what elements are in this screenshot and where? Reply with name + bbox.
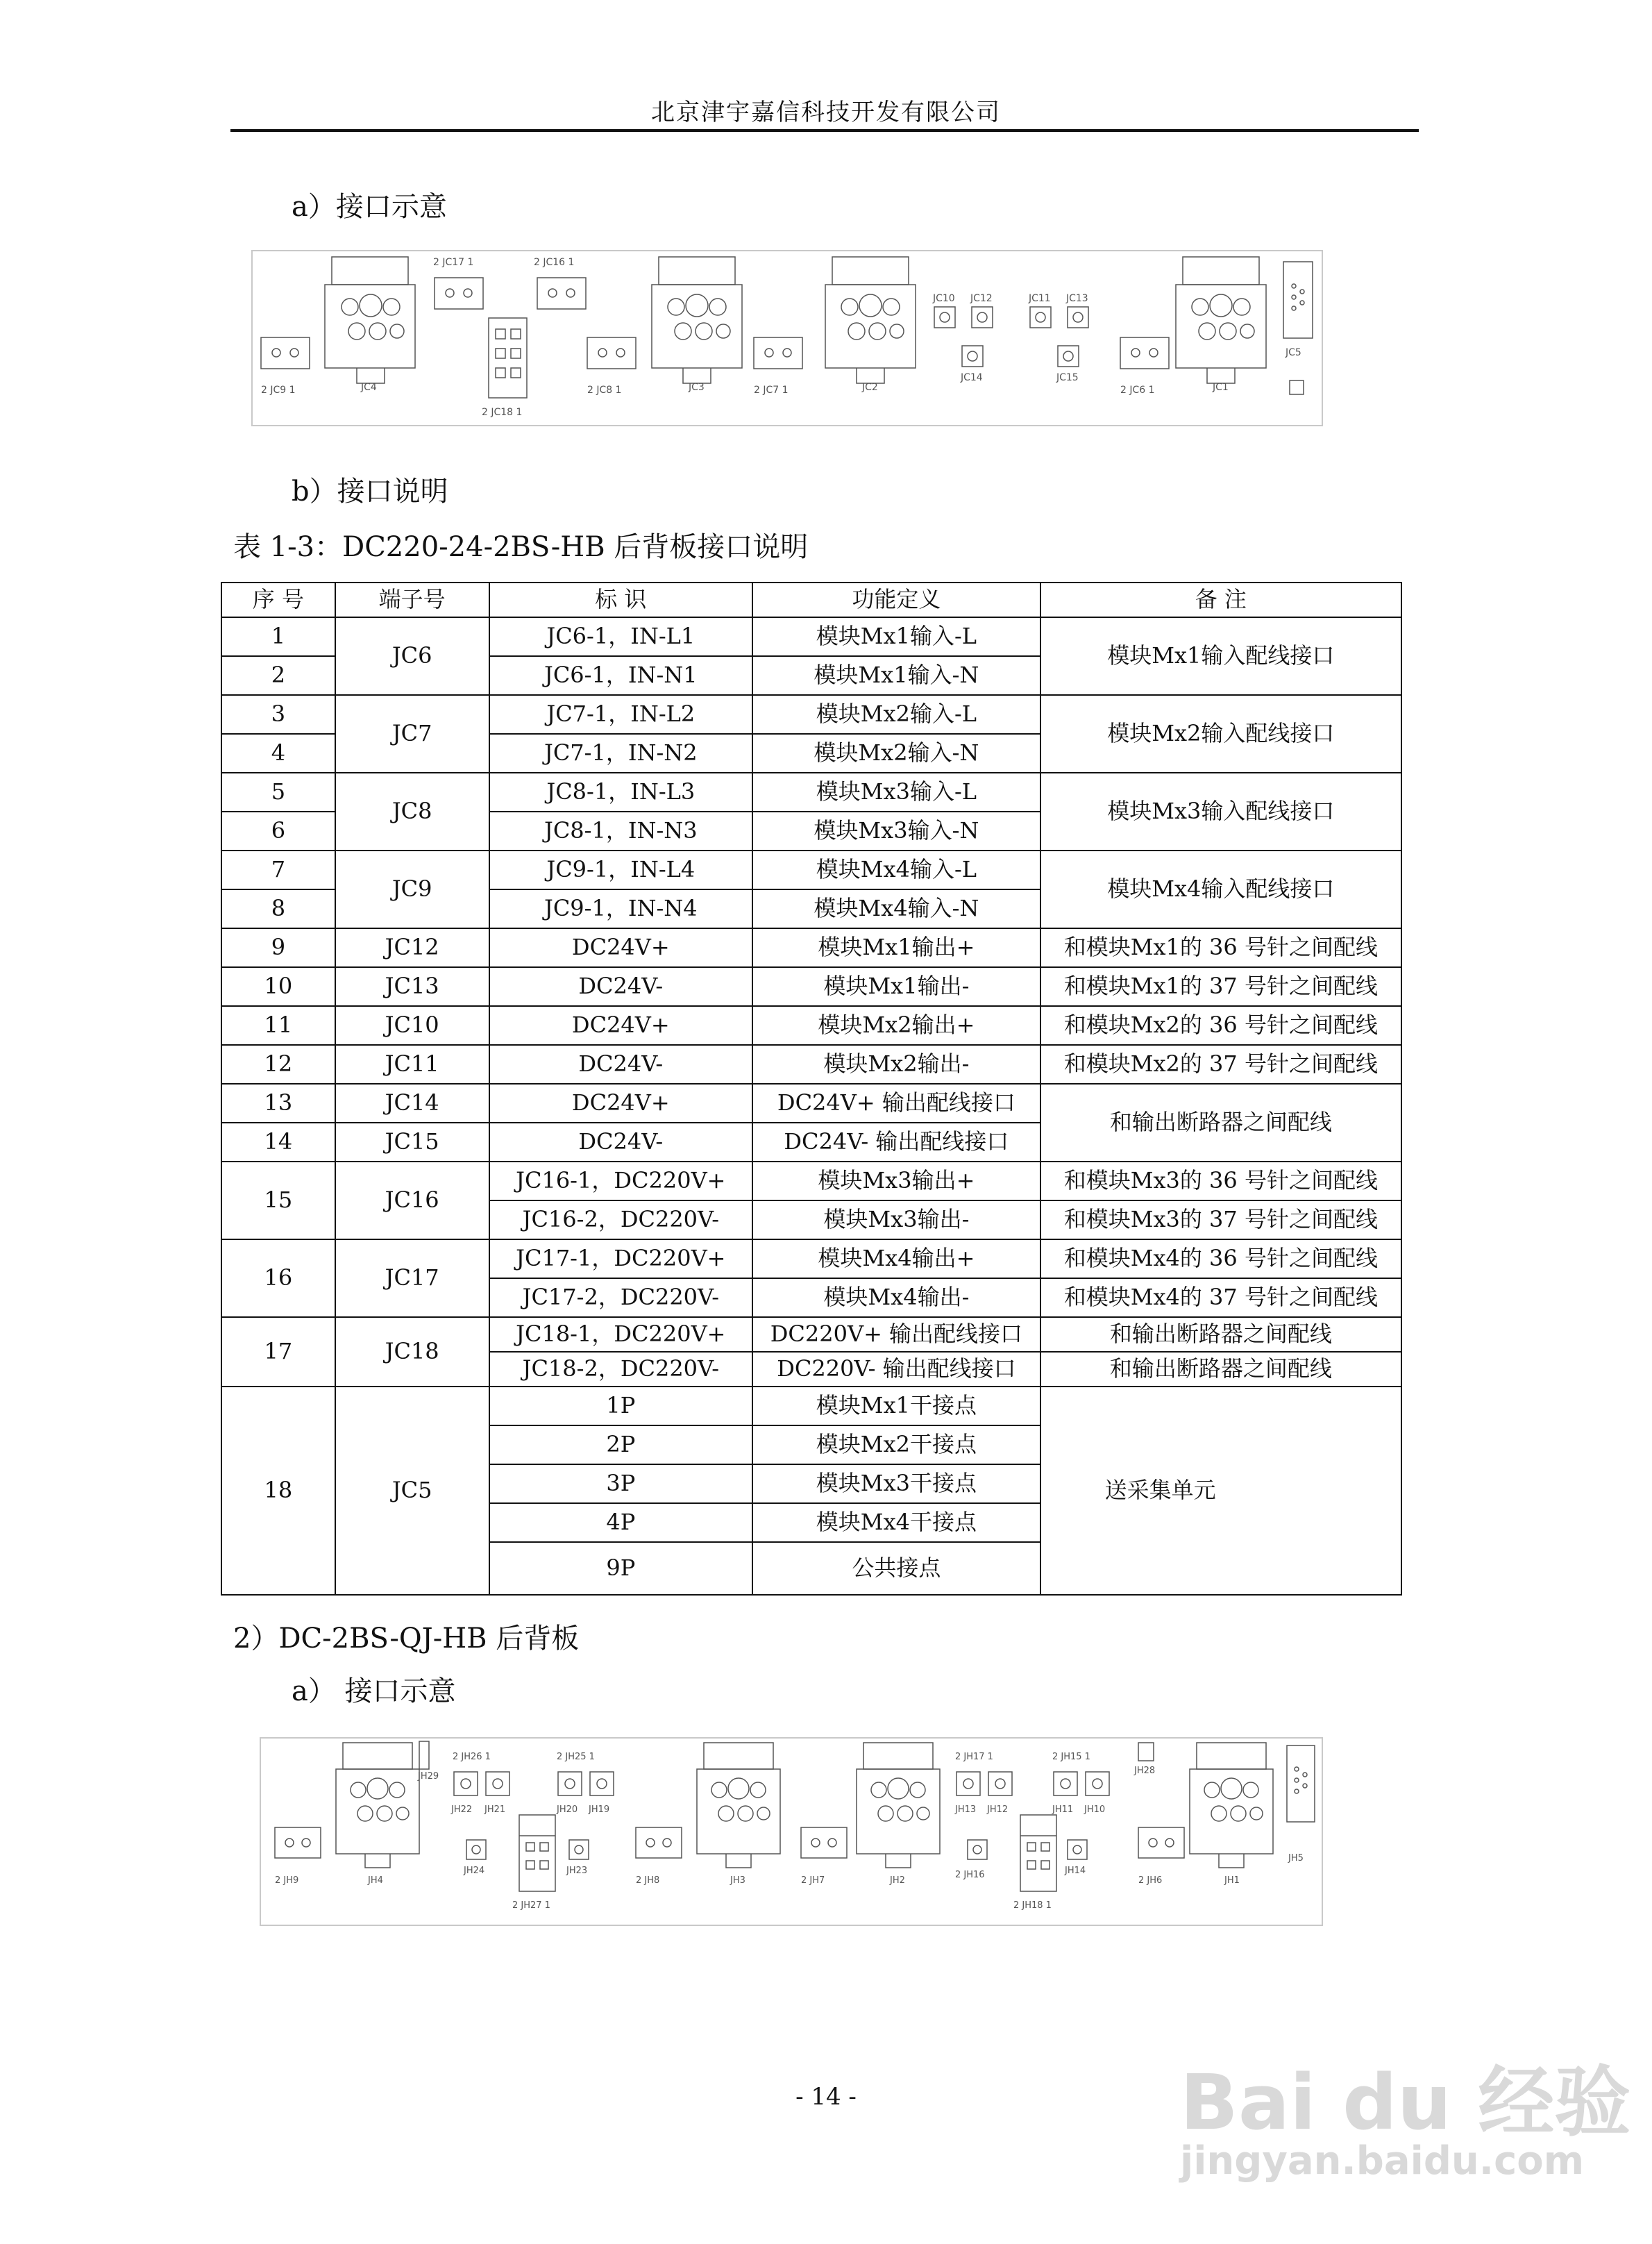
cell-seq: 14 [221,1123,335,1162]
cell-terminal: JC16 [335,1162,489,1239]
label-jh26: 2 JH26 1 [453,1752,491,1762]
label-jh19: JH19 [589,1805,610,1815]
label-jc14: JC14 [961,372,983,383]
cell-mark: 9P [489,1542,753,1595]
table-row [221,1045,1401,1084]
label-jh8: 2 JH8 [636,1875,660,1886]
cell-function: DC220V+ 输出配线接口 [752,1317,1040,1352]
cell-mark: JC18-2，DC220V- [489,1352,753,1387]
label-jc12: JC12 [970,293,993,304]
cell-function: 模块Mx1干接点 [752,1387,1040,1425]
cell-function: 模块Mx4输出+ [752,1239,1040,1278]
table-caption: 表 1-3：DC220-24-2BS-HB 后背板接口说明 [233,531,809,563]
cell-mark: JC8-1，IN-N3 [489,812,753,851]
cell-seq: 6 [221,812,335,851]
label-jh6: 2 JH6 [1138,1875,1163,1886]
label-jc9: 2 JC9 1 [261,385,296,396]
table-row [221,1387,1401,1425]
cell-terminal: JC5 [335,1387,489,1595]
header-cell: 端子号 [335,583,489,617]
page-header: 北京津宇嘉信科技开发有限公司 [651,99,1001,126]
cell-mark: DC24V+ [489,1006,753,1045]
label-jh25: 2 JH25 1 [557,1752,595,1762]
cell-mark: DC24V+ [489,928,753,967]
cell-seq: 11 [221,1006,335,1045]
cell-note: 模块Mx3输入配线接口 [1040,773,1401,851]
cell-function: 模块Mx1输出- [752,967,1040,1006]
cell-function: 模块Mx2输出+ [752,1006,1040,1045]
label-jc17: 2 JC17 1 [433,257,474,268]
cell-mark: DC24V- [489,967,753,1006]
backplane-1-drawing [253,251,1322,425]
cell-terminal: JC13 [335,967,489,1006]
cell-mark: JC9-1，IN-N4 [489,889,753,928]
cell-note: 和模块Mx2的 37 号针之间配线 [1040,1045,1401,1084]
cell-terminal: JC11 [335,1045,489,1084]
page-number: - 14 - [795,2083,857,2111]
table-row [221,773,1401,812]
cell-function: 模块Mx4输入-N [752,889,1040,928]
cell-note: 和模块Mx3的 36 号针之间配线 [1040,1162,1401,1200]
cell-mark: 3P [489,1464,753,1503]
backplane-2-drawing [261,1739,1322,1925]
cell-note: 和输出断路器之间配线 [1040,1317,1401,1352]
label-jh3: JH3 [730,1875,745,1886]
label-jh27: 2 JH27 1 [512,1900,550,1911]
label-jh4: JH4 [368,1875,383,1886]
interface-spec-table [221,582,1402,1596]
cell-function: 模块Mx2输入-L [752,695,1040,734]
label-jc7: 2 JC7 1 [754,385,789,396]
cell-seq: 7 [221,851,335,889]
table-row [221,967,1401,1006]
label-jc11: JC11 [1029,293,1051,304]
table-row [221,1006,1401,1045]
cell-function: 模块Mx1输入-L [752,617,1040,656]
cell-function: DC220V- 输出配线接口 [752,1352,1040,1387]
header-cell: 功能定义 [752,583,1040,617]
label-jh16: 2 JH16 [955,1870,985,1880]
backplane-diagram-1 [251,250,1323,426]
cell-note: 和模块Mx2的 36 号针之间配线 [1040,1006,1401,1045]
cell-function: 模块Mx3输出+ [752,1162,1040,1200]
section2-title: 2）DC-2BS-QJ-HB 后背板 [233,1623,580,1655]
cell-mark: JC7-1，IN-L2 [489,695,753,734]
cell-seq: 17 [221,1317,335,1387]
label-jh22: JH22 [451,1805,473,1815]
cell-seq: 13 [221,1084,335,1123]
cell-note: 和模块Mx3的 37 号针之间配线 [1040,1200,1401,1239]
label-jc16: 2 JC16 1 [534,257,575,268]
label-jh15: 2 JH15 1 [1052,1752,1090,1762]
cell-mark: DC24V- [489,1045,753,1084]
table-header-row [221,583,1401,617]
label-jh13: JH13 [955,1805,977,1815]
label-jc5: JC5 [1286,347,1301,358]
label-jc15: JC15 [1056,372,1079,383]
cell-terminal: JC15 [335,1123,489,1162]
label-jh2: JH2 [890,1875,905,1886]
cell-function: 模块Mx2输入-N [752,734,1040,773]
cell-seq: 8 [221,889,335,928]
diagram-label-a2: a） 接口示意 [292,1675,456,1707]
table-row [221,1239,1401,1278]
label-jh9: 2 JH9 [275,1875,299,1886]
cell-function: 模块Mx4输入-L [752,851,1040,889]
cell-note: 和模块Mx1的 37 号针之间配线 [1040,967,1401,1006]
cell-terminal: JC17 [335,1239,489,1317]
cell-mark: DC24V+ [489,1084,753,1123]
table-row [221,851,1401,889]
cell-seq: 4 [221,734,335,773]
cell-note: 和模块Mx4的 36 号针之间配线 [1040,1239,1401,1278]
cell-function: DC24V- 输出配线接口 [752,1123,1040,1162]
label-jh18: 2 JH18 1 [1013,1900,1052,1911]
cell-function: 模块Mx3输入-L [752,773,1040,812]
cell-seq: 15 [221,1162,335,1239]
cell-note: 送采集单元 [1040,1387,1401,1595]
cell-seq: 9 [221,928,335,967]
table-row [221,1317,1401,1352]
cell-mark: JC6-1，IN-N1 [489,656,753,695]
watermark-url: jingyan.baidu.com [1180,2138,1585,2184]
label-jc3: JC3 [689,382,705,393]
cell-seq: 3 [221,695,335,734]
cell-mark: JC6-1，IN-L1 [489,617,753,656]
desc-label-b: b）接口说明 [292,476,448,508]
cell-note: 模块Mx1输入配线接口 [1040,617,1401,695]
table-row [221,1084,1401,1123]
cell-mark: JC17-2，DC220V- [489,1278,753,1317]
label-jc1: JC1 [1213,382,1229,393]
cell-seq: 18 [221,1387,335,1595]
cell-seq: 12 [221,1045,335,1084]
label-jh14: JH14 [1065,1866,1086,1876]
cell-mark: 1P [489,1387,753,1425]
label-jc10: JC10 [933,293,955,304]
label-jh7: 2 JH7 [801,1875,825,1886]
cell-mark: JC16-2，DC220V- [489,1200,753,1239]
cell-terminal: JC18 [335,1317,489,1387]
cell-terminal: JC10 [335,1006,489,1045]
cell-function: 模块Mx3干接点 [752,1464,1040,1503]
cell-function: 模块Mx3输出- [752,1200,1040,1239]
label-jh10: JH10 [1084,1805,1106,1815]
table-row [221,617,1401,656]
cell-terminal: JC14 [335,1084,489,1123]
cell-seq: 10 [221,967,335,1006]
label-jc18: 2 JC18 1 [482,407,523,418]
cell-seq: 2 [221,656,335,695]
cell-mark: JC16-1，DC220V+ [489,1162,753,1200]
diagram-label-a: a）接口示意 [292,191,447,223]
cell-mark: JC17-1，DC220V+ [489,1239,753,1278]
cell-terminal: JC8 [335,773,489,851]
cell-note: 和模块Mx4的 37 号针之间配线 [1040,1278,1401,1317]
cell-function: 模块Mx4干接点 [752,1503,1040,1542]
cell-note: 模块Mx2输入配线接口 [1040,695,1401,773]
cell-terminal: JC7 [335,695,489,773]
table-row [221,1162,1401,1200]
table-row [221,695,1401,734]
cell-terminal: JC6 [335,617,489,695]
cell-mark: DC24V- [489,1123,753,1162]
cell-function: 模块Mx3输入-N [752,812,1040,851]
label-jc6: 2 JC6 1 [1120,385,1155,396]
header-cell: 标 识 [489,583,753,617]
cell-seq: 1 [221,617,335,656]
watermark-brand: Bai du 经验 [1180,2058,1631,2147]
label-jh24: JH24 [464,1866,485,1876]
cell-seq: 5 [221,773,335,812]
cell-function: 模块Mx1输出+ [752,928,1040,967]
cell-note: 模块Mx4输入配线接口 [1040,851,1401,928]
cell-note: 和输出断路器之间配线 [1040,1084,1401,1162]
label-jh17: 2 JH17 1 [955,1752,993,1762]
cell-function: 模块Mx2输出- [752,1045,1040,1084]
cell-terminal: JC12 [335,928,489,967]
cell-seq: 16 [221,1239,335,1317]
label-jh21: JH21 [484,1805,506,1815]
cell-function: 模块Mx4输出- [752,1278,1040,1317]
cell-function: 模块Mx2干接点 [752,1425,1040,1464]
label-jh29: JH29 [418,1771,439,1782]
label-jc13: JC13 [1066,293,1088,304]
cell-mark: JC8-1，IN-L3 [489,773,753,812]
label-jc4: JC4 [361,382,377,393]
label-jh11: JH11 [1052,1805,1074,1815]
table-row [221,928,1401,967]
label-jh20: JH20 [557,1805,578,1815]
label-jc2: JC2 [862,382,878,393]
cell-mark: 2P [489,1425,753,1464]
cell-note: 和模块Mx1的 36 号针之间配线 [1040,928,1401,967]
backplane-diagram-2 [260,1737,1323,1926]
cell-function: DC24V+ 输出配线接口 [752,1084,1040,1123]
label-jh23: JH23 [566,1866,588,1876]
header-cell: 备 注 [1040,583,1401,617]
header-rule [230,129,1419,132]
label-jh12: JH12 [987,1805,1009,1815]
cell-note: 和输出断路器之间配线 [1040,1352,1401,1387]
cell-mark: 4P [489,1503,753,1542]
cell-mark: JC18-1，DC220V+ [489,1317,753,1352]
cell-function: 公共接点 [752,1542,1040,1595]
cell-mark: JC7-1，IN-N2 [489,734,753,773]
label-jh1: JH1 [1224,1875,1240,1886]
cell-terminal: JC9 [335,851,489,928]
label-jh28: JH28 [1134,1766,1156,1776]
header-cell: 序 号 [221,583,335,617]
label-jh5: JH5 [1288,1853,1304,1864]
cell-mark: JC9-1，IN-L4 [489,851,753,889]
label-jc8: 2 JC8 1 [587,385,622,396]
cell-function: 模块Mx1输入-N [752,656,1040,695]
